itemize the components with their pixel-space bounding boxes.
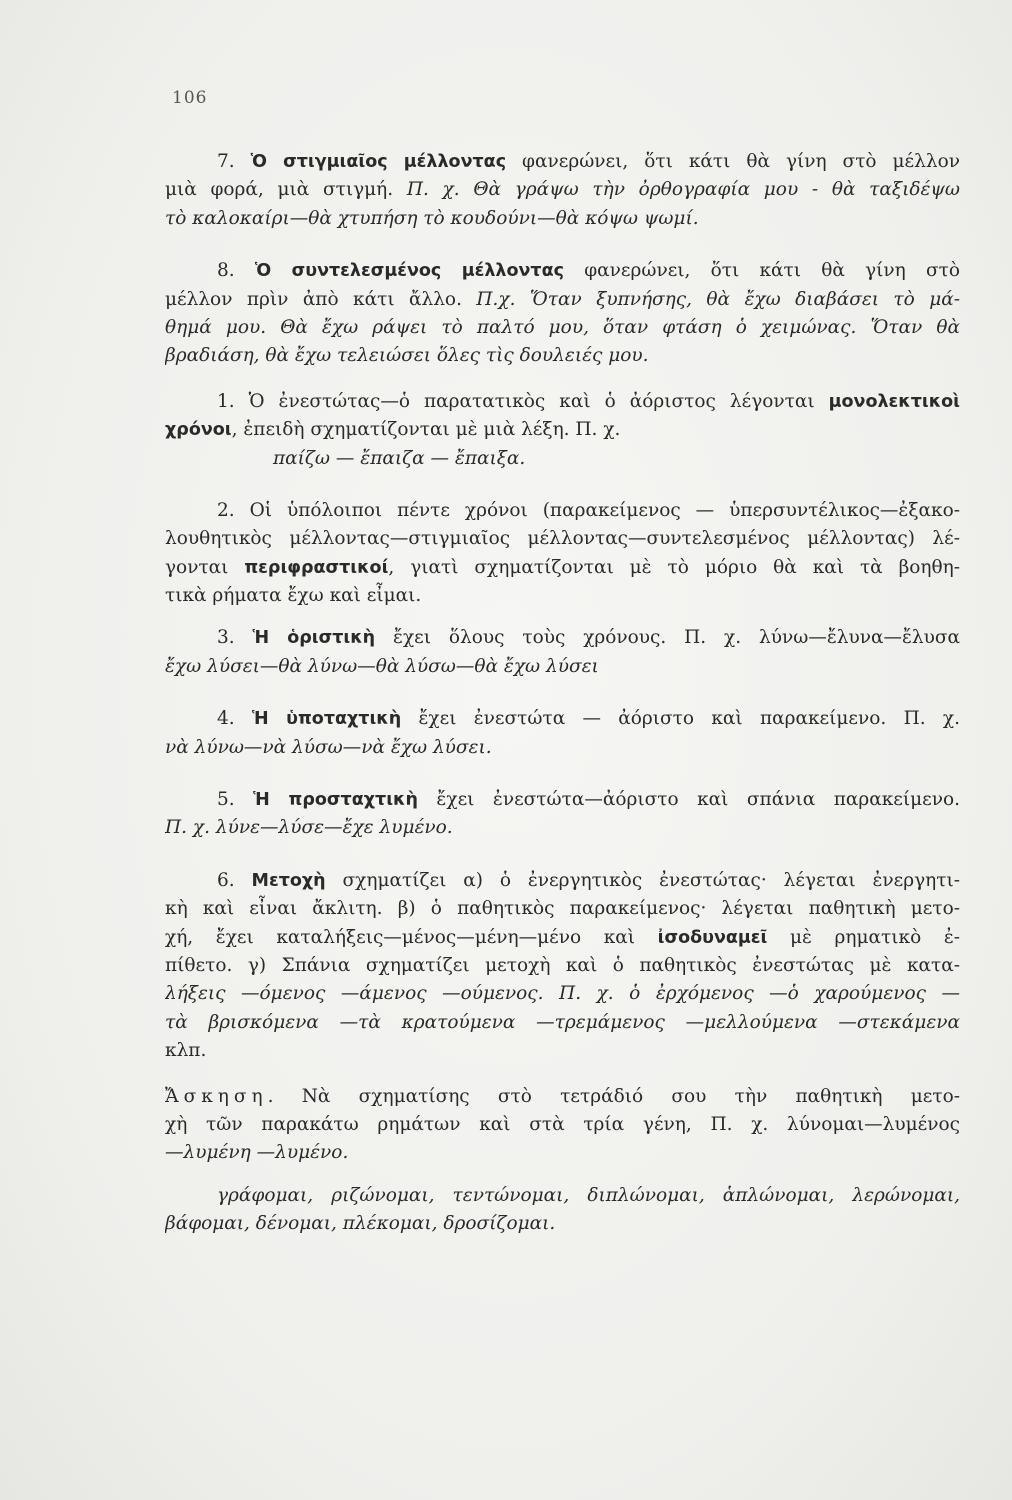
- paragraph-8: 8. Ὁ συντελεσμένος μέλλοντας φανερώνει, ὅτι κάτι θὰ γίνη στὸ μέλλον πρὶν ἀπὸ κάτι ἄλλο. Π.χ. Ὅταν ξυπνήσης, θὰ ἔχω διαβάσει τὸ μά- θημά μου. Θὰ ἔχω ράψει τὸ παλτό μου, ὅταν φτάση ὁ χειμώνας. Ὅταν θὰ βραδιάση, θὰ ἔχω τελειώσει ὅλες τὶς δουλειές μου.: [165, 260, 960, 367]
- note-2: 2. Οἱ ὑπόλοιποι πέντε χρόνοι (παρακείμενος — ὑπερσυντέλικος—ἐξακο- λουθητικὸς μέλλοντας—στιγμιαῖος μέλλοντας—συντελεσμένος μέλλοντας) λέ- γονται περιφραστικοί, γιατὶ σχηματίζονται μὲ τὸ μόριο θὰ καὶ τὰ βοηθη- τικὰ ρήματα ἔχω καὶ εἶμαι.: [165, 499, 960, 607]
- note-3: 3. Ἡ ὁριστικὴ ἔχει ὅλους τοὺς χρόνους. Π. χ. λύνω—ἔλυνα—ἔλυσα ἔχω λύσει—θὰ λύνω—θὰ λύσω—θὰ ἔχω λύσει: [165, 627, 960, 677]
- exercise: Ἄσκηση. Νὰ σχηματίσης στὸ τετράδιό σου τὴν παθητικὴ μετο- χὴ τῶν παρακάτω ρημάτων καὶ στὰ τρία γένη, Π. χ. λύνομαι—λυμένος —λυμένη —λυμένο. γράφομαι, ριζώνομαι, τεντώνομαι, διπλώνομαι, ἁπλώνομαι, λερώνομαι, βάφομαι, δένομαι, πλέκομαι, δροσίζομαι.: [165, 1085, 960, 1235]
- page-body: [165, 148, 960, 1239]
- term-oristiki: Ἡ ὁριστικὴ: [252, 628, 376, 649]
- note-6: 6. Μετοχὴ σχηματίζει α) ὁ ἐνεργητικὸς ἐνεστώτας· λέγεται ἐνεργητι- κὴ καὶ εἶναι ἄκλιτη. β) ὁ παθητικὸς παρακείμενος· λέγεται παθητικὴ μετο- χή, ἔχει καταλήξεις—μένος—μένη—μένο καὶ ἰσοδυναμεῖ μὲ ρηματικὸ ἐ- πίθετο. γ) Σπάνια σχηματίζει μετοχὴ καὶ ὁ παθητικὸς ἐνεστώτας μὲ κατα- λήξεις —όμενος —άμενος —ούμενος. Π. χ. ὁ ἐρχόμενος —ὁ χαρούμενος — τὰ βρισκόμενα —τὰ κρατούμενα —τρεμάμενος —μελλούμενα —στεκάμενα κλπ.: [165, 869, 960, 1062]
- note-5: 5. Ἡ προσταχτικὴ ἔχει ἐνεστώτα—ἀόριστο καὶ σπάνια παρακείμενο. Π. χ. λύνε—λύσε—ἔχε λυμένο.: [165, 789, 960, 839]
- term-perifrastikoi: περιφραστικοί: [244, 557, 389, 578]
- term-monolektikoi: μονολεκτικοὶ: [828, 391, 960, 412]
- term-ypotaktiki: Ἡ ὑποταχτικὴ: [251, 709, 402, 730]
- page-number: 106: [172, 88, 208, 108]
- term-syntelesmenos: Ὁ συντελεσμένος μέλλοντας: [254, 261, 564, 282]
- term-prostaktiki: Ἡ προσταχτικὴ: [253, 790, 418, 811]
- note-1: 1. Ὁ ἐνεστώτας—ὁ παρατατικὸς καὶ ὁ ἀόριστος λέγονται μονολεκτικοὶ χρόνοι, ἐπειδὴ σχηματίζονται μὲ μιὰ λέξη. Π. χ. παίζω — ἔπαιζα — ἔπαιξα.: [165, 390, 960, 469]
- term-stigmiaios: Ὁ στιγμιαῖος μέλλοντας: [250, 152, 507, 172]
- exercise-heading: Ἄσκηση: [165, 1085, 268, 1107]
- note-4: 4. Ἡ ὑποταχτικὴ ἔχει ἐνεστώτα — ἀόριστο καὶ παρακείμενο. Π. χ. νὰ λύνω—νὰ λύσω—νὰ ἔχω λύσει.: [165, 708, 960, 758]
- term-metochi: Μετοχὴ: [251, 870, 326, 891]
- term-isodynamei: ἰσοδυναμεῖ: [657, 927, 768, 948]
- paragraph-7: 7. Ὁ στιγμιαῖος μέλλοντας φανερώνει, ὅτι κάτι θὰ γίνη στὸ μέλλον μιὰ φορά, μιὰ στιγμή. Π. χ. Θὰ γράψω τὴν ὀρθογραφία μου - θὰ ταξιδέψω τὸ καλοκαίρι—θὰ χτυπήση τὸ κουδούνι—θὰ κόψω ψωμί.: [165, 151, 960, 229]
